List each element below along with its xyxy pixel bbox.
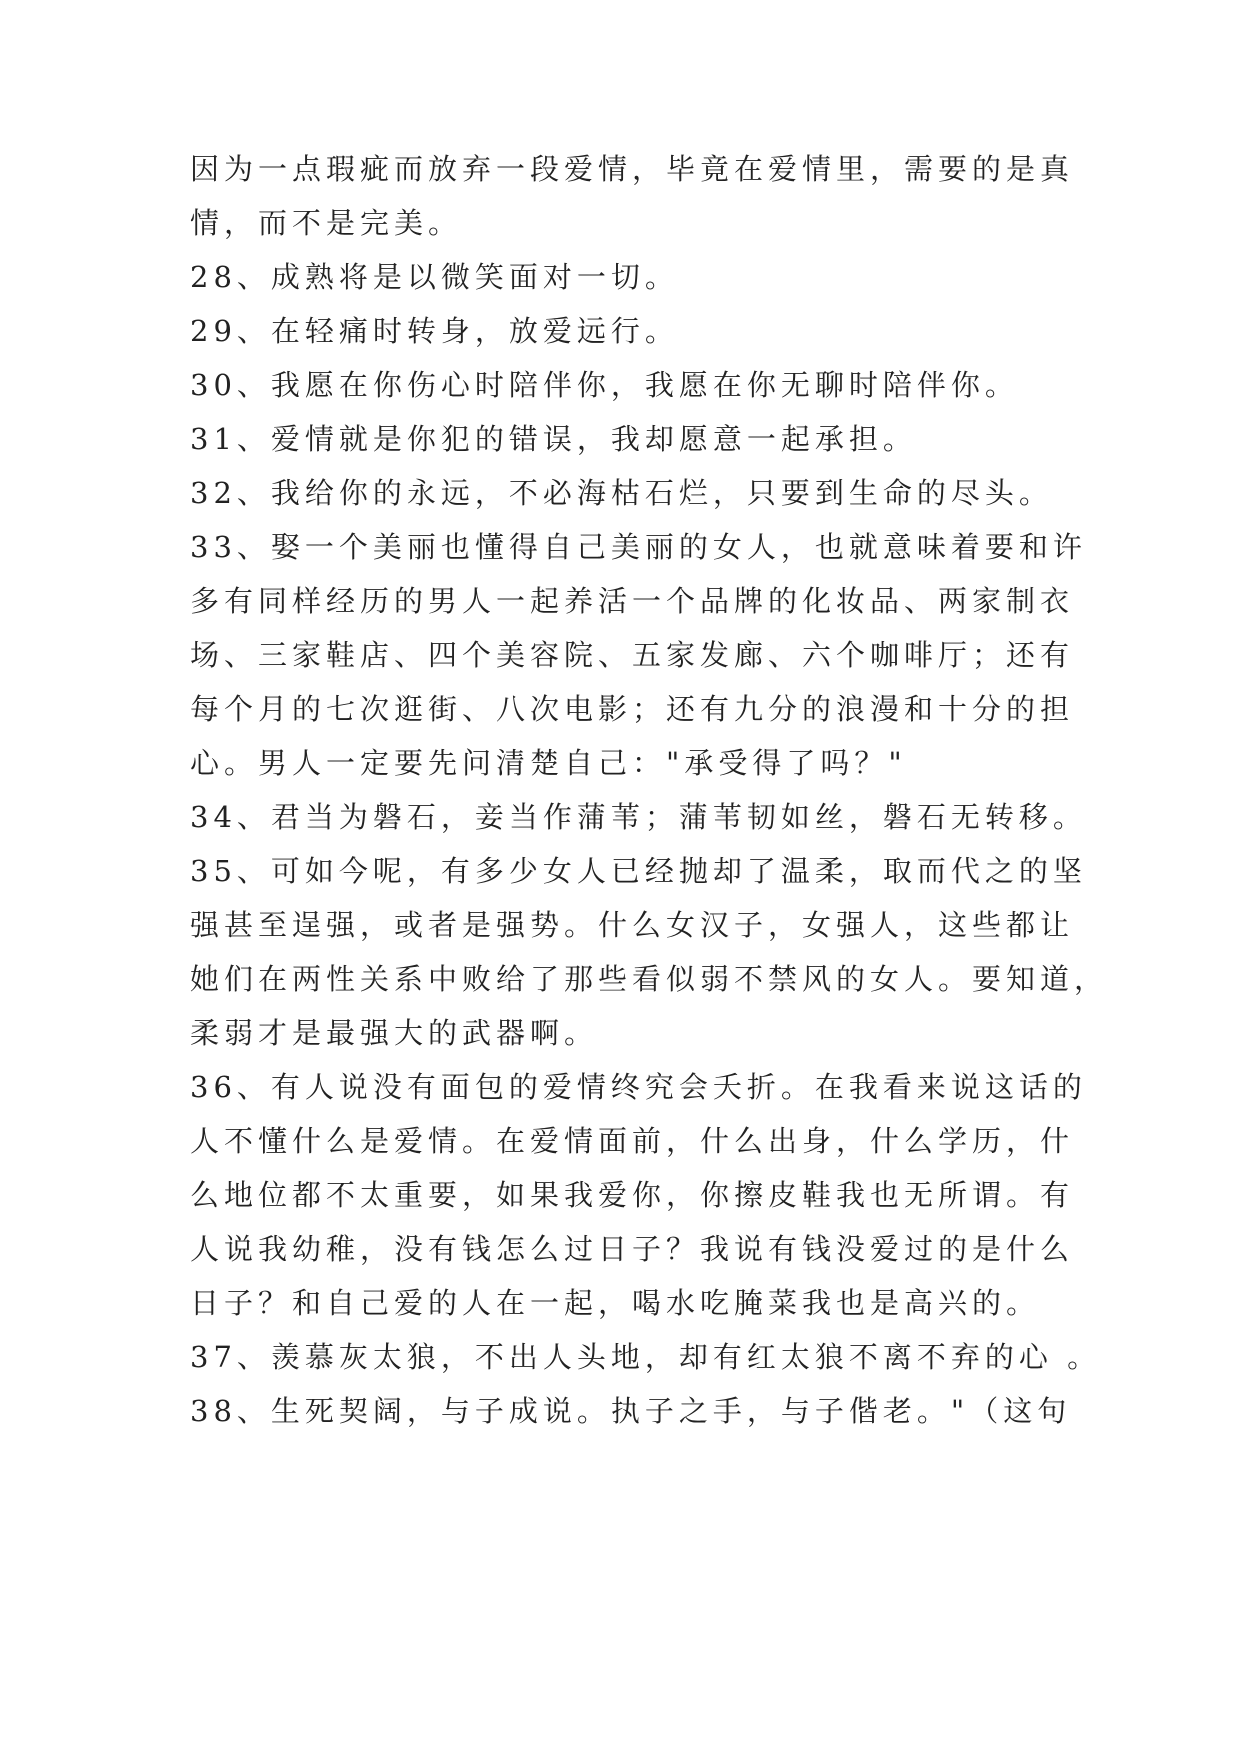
text-line-20: 么地位都不太重要，如果我爱你，你擦皮鞋我也无所谓。有 <box>190 1178 1075 1212</box>
text-line-19: 人不懂什么是爱情。在爱情面前，什么出身，什么学历，什 <box>190 1124 1075 1158</box>
text-line-8: 33、娶一个美丽也懂得自己美丽的女人，也就意味着要和许 <box>190 530 1087 564</box>
text-line-15: 强甚至逞强，或者是强势。什么女汉子，女强人，这些都让 <box>190 908 1075 942</box>
text-line-14: 35、可如今呢，有多少女人已经抛却了温柔，取而代之的坚 <box>190 854 1087 888</box>
text-line-7: 32、我给你的永远，不必海枯石烂，只要到生命的尽头。 <box>190 476 1053 510</box>
text-line-11: 每个月的七次逛街、八次电影；还有九分的浪漫和十分的担 <box>190 692 1075 726</box>
text-line-10: 场、三家鞋店、四个美容院、五家发廊、六个咖啡厅；还有 <box>190 638 1075 672</box>
text-line-2: 情，而不是完美。 <box>190 206 463 240</box>
text-line-1: 因为一点瑕疵而放弃一段爱情，毕竟在爱情里，需要的是真 <box>190 152 1075 186</box>
text-line-22: 日子？和自己爱的人在一起，喝水吃腌菜我也是高兴的。 <box>190 1286 1041 1320</box>
text-line-9: 多有同样经历的男人一起养活一个品牌的化妆品、两家制衣 <box>190 584 1075 618</box>
text-line-18: 36、有人说没有面包的爱情终究会夭折。在我看来说这话的 <box>190 1070 1087 1104</box>
text-line-3: 28、成熟将是以微笑面对一切。 <box>190 260 679 294</box>
text-line-12: 心。男人一定要先问清楚自己："承受得了吗？" <box>190 746 907 780</box>
text-line-17: 柔弱才是最强大的武器啊。 <box>190 1016 599 1050</box>
text-line-4: 29、在轻痛时转身，放爱远行。 <box>190 314 679 348</box>
text-line-21: 人说我幼稚，没有钱怎么过日子？我说有钱没爱过的是什么 <box>190 1232 1075 1266</box>
text-line-23: 37、羡慕灰太狼，不出人头地，却有红太狼不离不弃的心 。 <box>190 1340 1102 1374</box>
text-line-16: 她们在两性关系中败给了那些看似弱不禁风的女人。要知道， <box>190 962 1109 996</box>
text-line-13: 34、君当为磐石，妾当作蒲苇；蒲苇韧如丝，磐石无转移。 <box>190 800 1087 834</box>
text-line-24: 38、生死契阔，与子成说。执子之手，与子偕老。"（这句 <box>190 1394 1072 1428</box>
text-line-6: 31、爱情就是你犯的错误，我却愿意一起承担。 <box>190 422 917 456</box>
text-line-5: 30、我愿在你伤心时陪伴你，我愿在你无聊时陪伴你。 <box>190 368 1019 402</box>
